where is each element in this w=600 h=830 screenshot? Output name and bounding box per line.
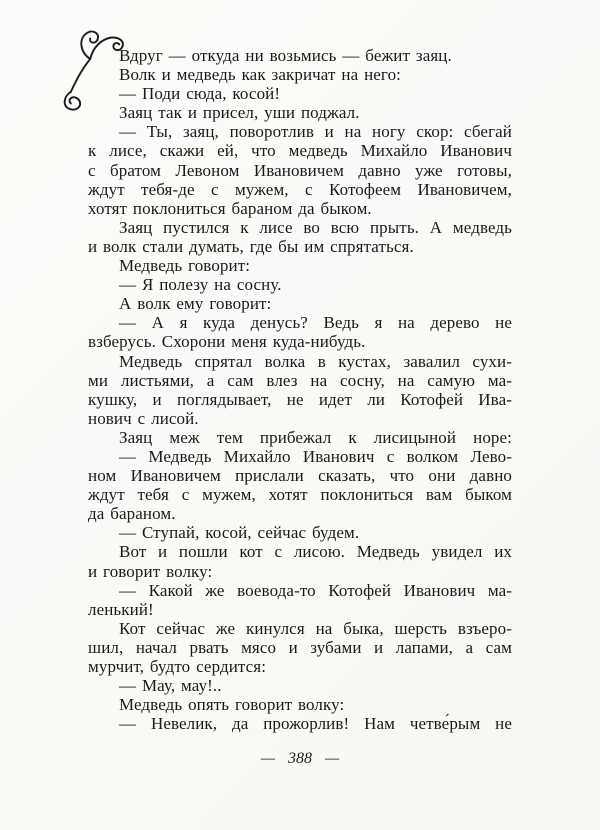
text-line: — Мау, мау!.. xyxy=(119,676,222,696)
text-line: хотят поклониться бараном да быком. xyxy=(88,198,372,218)
text-line: А волк ему говорит: xyxy=(119,294,272,314)
text-line: Кот сейчас же кинулся на быка, шерсть взъеро- xyxy=(119,618,512,638)
text-line: с братом Левоном Ивановичем давно уже готовы, xyxy=(88,160,512,180)
text-line: да бараном. xyxy=(88,504,176,524)
text-line: — А я куда денусь? Ведь я на дерево не xyxy=(119,313,512,333)
text-line: Заяц так и присел, уши поджал. xyxy=(119,103,360,123)
text-line: Заяц меж тем прибежал к лисицыной норе: xyxy=(119,427,512,447)
text-line: Медведь спрятал волка в кустах, завалил сухи- xyxy=(119,351,512,371)
text-line: Заяц пустился к лисе во всю прыть. А медведь xyxy=(119,217,512,237)
text-line: — Ступай, косой, сейчас будем. xyxy=(119,523,360,543)
text-line: — Поди сюда, косой! xyxy=(119,84,281,104)
page-footer xyxy=(0,750,600,768)
text-line: и говорит волку: xyxy=(88,561,213,581)
page-number: — 388 — xyxy=(260,750,340,767)
text-line: и волк стали думать, где бы им спрятаться. xyxy=(88,236,414,256)
story-text xyxy=(88,46,512,733)
text-line: ми листьями, а сам влез на сосну, на самую ма- xyxy=(88,370,512,390)
text-line: — Я полезу на сосну. xyxy=(119,275,282,295)
text-line: — Медведь Михайло Иванович с волком Лево- xyxy=(119,446,512,466)
text-line: к лисе, скажи ей, что медведь Михайло Иванович xyxy=(88,141,512,161)
text-line: ждут тебя-де с мужем, с Котофеем Ивановичем, xyxy=(88,179,512,199)
text-line: Медведь опять говорит волку: xyxy=(119,695,345,715)
text-line: ждут тебя с мужем, хотят поклониться вам быком xyxy=(88,485,512,505)
text-line: ленький! xyxy=(88,599,154,619)
text-line: взберусь. Схорони меня куда-нибудь. xyxy=(88,332,366,352)
text-line: Вдруг — откуда ни возьмись — бежит заяц. xyxy=(119,46,452,65)
text-line: нович с лисой. xyxy=(88,408,199,428)
text-line: — Какой же воевода-то Котофей Иванович ма- xyxy=(119,580,512,600)
text-line: — Невелик, да прожорлив! Нам четве́рым не xyxy=(119,714,512,734)
text-line: Вот и пошли кот с лисою. Медведь увидел их xyxy=(119,542,512,562)
text-line: шил, начал рвать мясо и зубами и лапами, а сам xyxy=(88,637,512,657)
text-line: Медведь говорит: xyxy=(119,256,251,276)
text-line: мурчит, будто сердится: xyxy=(88,657,267,676)
text-line: кушку, и поглядывает, не идет ли Котофей Ива- xyxy=(88,389,512,409)
text-line: ном Ивановичем прислали сказать, что они давно xyxy=(88,466,512,486)
text-line: — Ты, заяц, поворотлив и на ногу скор: сбегай xyxy=(119,122,512,142)
text-line: Волк и медведь как закричат на него: xyxy=(119,65,402,85)
